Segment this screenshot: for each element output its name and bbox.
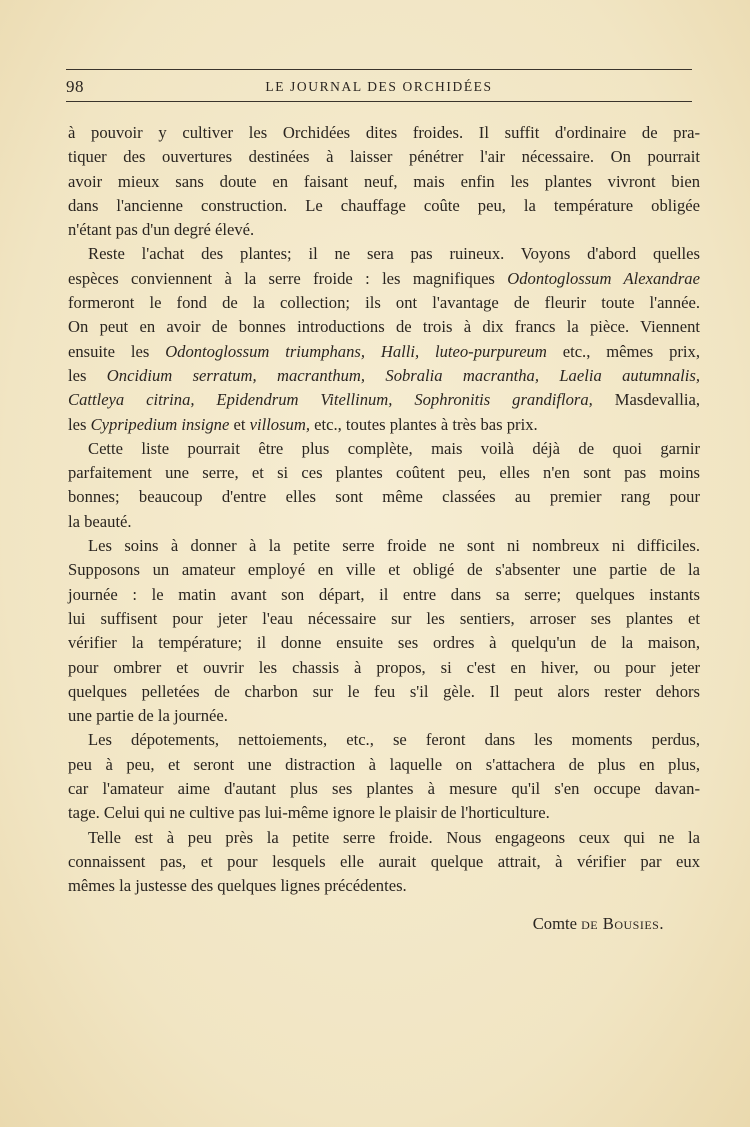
paragraph-5 [68, 728, 700, 825]
text-line: la beauté. [68, 511, 132, 531]
text-line: dans l'ancienne construction. Le chauffage coûte peu, la température obligée [68, 195, 700, 215]
text-line [68, 388, 700, 412]
text-line: à pouvoir y cultiver les Orchidées dites froides. Il suffit d'ordinaire de pra- [68, 123, 700, 142]
text-line: car l'amateur aime d'autant plus ses plantes à mesure qu'il s'en occupe davan- [68, 779, 700, 799]
text-line [68, 267, 700, 291]
text-run: les [68, 414, 91, 434]
text-run: Masdevallia, [592, 390, 700, 410]
text-line: mêmes la justesse des quelques lignes précédentes. [68, 876, 407, 896]
species-name: Cattleya citrina, Epidendrum Vitellinum, Sophronitis grandiflora, [68, 390, 593, 410]
text-line: connaissent pas, et pour lesquels elle aurait quelque attrait, à vérifier par eux [68, 851, 700, 871]
text-line: Les dépotements, nettoiements, etc., se feront dans les moments perdus, [88, 730, 700, 750]
text-run: etc., toutes plantes à très bas prix. [310, 414, 538, 434]
top-rule [66, 69, 692, 70]
text-line: tiquer des ouvertures destinées à laisser pénétrer l'air nécessaire. On pourrait [68, 147, 700, 167]
text-line: Les soins à donner à la petite serre froide ne sont ni nombreux ni difficiles. [88, 536, 700, 556]
header-rule [66, 101, 692, 102]
article-body [68, 121, 700, 899]
text-line: parfaitement une serre, et si ces plantes coûtent peu, elles n'en sont pas moins [68, 463, 700, 483]
text-line: bonnes; beaucoup d'entre elles sont même classées au premier rang pour [68, 487, 700, 507]
text-line: formeront le fond de la collection; ils ont l'avantage de fleurir toute l'année. [68, 293, 700, 313]
text-line: une partie de la journée. [68, 706, 228, 726]
text-line: vérifier la température; il donne ensuite ses ordres à quelqu'un de la maison, [68, 633, 700, 653]
text-run: les [68, 365, 107, 385]
text-line: n'étant pas d'un degré élevé. [68, 220, 255, 240]
text-line: avoir mieux sans doute en faisant neuf, mais enfin les plantes vivront bien [68, 171, 700, 191]
text-run: etc., mêmes prix, [546, 341, 700, 361]
text-line: pour ombrer et ouvrir les chassis à propos, si c'est en hiver, ou pour jeter [68, 657, 700, 677]
text-line [68, 364, 700, 388]
signature-prefix: Comte [532, 914, 582, 933]
text-line: Supposons un amateur employé en ville et obligé de s'absenter une partie de la [68, 560, 700, 580]
paragraph-3 [68, 437, 700, 534]
text-line: quelques pelletées de charbon sur le feu s'il gèle. Il peut alors rester dehors [68, 681, 700, 701]
paragraph-4 [68, 534, 700, 728]
paragraph-2 [68, 242, 700, 436]
running-title: LE JOURNAL DES ORCHIDÉES [265, 79, 493, 94]
text-line: journée : le matin avant son départ, il entre dans sa serre; quelques instants [68, 584, 700, 604]
text-line: Reste l'achat des plantes; il ne sera pas ruineux. Voyons d'abord quelles [88, 244, 700, 264]
text-line [68, 413, 700, 437]
paragraph-6 [68, 826, 700, 899]
species-name: villosum, [249, 414, 310, 434]
text-line: Cette liste pourrait être plus complète, mais voilà déjà de quoi garnir [88, 438, 700, 458]
paragraph-1 [68, 121, 700, 242]
text-line: peu à peu, et seront une distraction à laquelle on s'attachera de plus en plus, [68, 754, 700, 774]
page-number: 98 [66, 77, 84, 96]
text-line [68, 340, 700, 364]
text-run: ensuite les [68, 341, 166, 361]
text-run: et [229, 414, 250, 434]
species-name: Odontoglossum triumphans, Halli, luteo-purpureum [165, 341, 547, 361]
author-signature [0, 914, 664, 934]
text-run: espèces conviennent à la serre froide : les magnifiques [68, 268, 508, 288]
text-line: Telle est à peu près la petite serre froide. Nous engageons ceux qui ne la [88, 827, 700, 847]
text-line: lui suffisent pour jeter l'eau nécessaire sur les sentiers, arroser ses plantes et [68, 608, 700, 628]
text-line: tage. Celui qui ne cultive pas lui-même ignore le plaisir de l'horticulture. [68, 803, 550, 823]
signature-name: de Bousies. [581, 914, 664, 933]
species-name: Odontoglossum Alexandrae [507, 268, 700, 288]
text-line: On peut en avoir de bonnes introductions de trois à dix francs la pièce. Viennent [68, 317, 700, 337]
species-name: Oncidium serratum, macranthum, Sobralia macrantha, Laelia autumnalis, [106, 365, 700, 385]
species-name: Cypripedium insigne [90, 414, 230, 434]
page-header [66, 77, 692, 99]
